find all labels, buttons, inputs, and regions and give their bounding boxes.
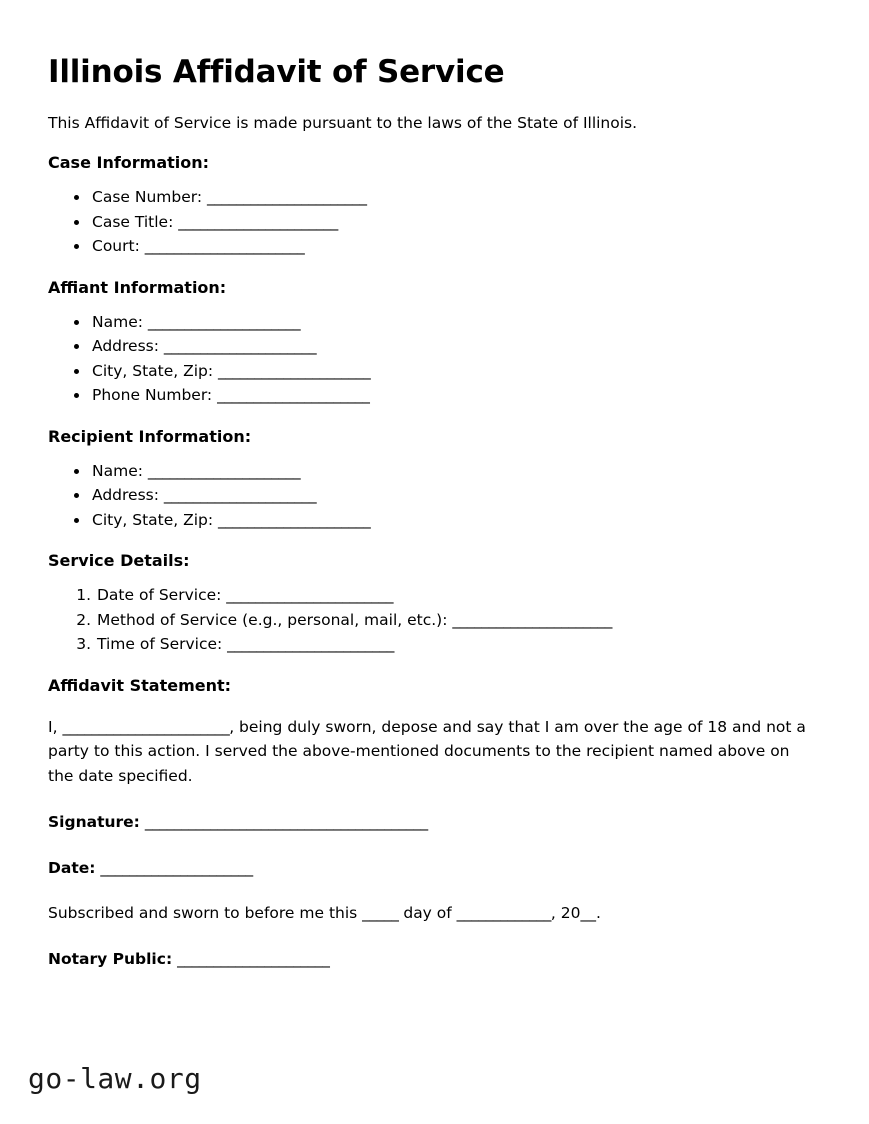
list-item (96, 583, 814, 608)
page-title: Illinois Affidavit of Service (48, 54, 505, 90)
field-label: Phone Number: (92, 386, 213, 404)
notary-public-blank[interactable]: _____________________ (177, 950, 330, 968)
field-blank[interactable]: _____________________ (147, 312, 301, 331)
case-information-list (48, 185, 814, 259)
field-label: City, State, Zip: (92, 361, 214, 380)
field-label: City, State, Zip: (92, 510, 214, 529)
field-blank[interactable]: _____________________ (163, 486, 317, 504)
signature-label: Signature: (48, 813, 140, 831)
sworn-day-blank[interactable]: _____ (362, 904, 399, 922)
field-label: Address: (92, 337, 159, 355)
list-item (90, 185, 814, 210)
field-blank[interactable]: ______________________ (178, 212, 338, 231)
field-label: Case Title: (92, 212, 174, 231)
date-blank[interactable]: _____________________ (100, 859, 253, 877)
sworn-prefix: Subscribed and sworn to before me this (48, 904, 363, 922)
field-blank[interactable]: _____________________ (218, 361, 371, 380)
list-item (96, 608, 814, 633)
notary-public-label: Notary Public: (48, 950, 173, 968)
list-item (90, 210, 814, 235)
sworn-statement-line (48, 901, 814, 925)
field-blank[interactable]: _______________________ (227, 635, 394, 653)
list-item (90, 310, 814, 335)
affiant-information-list (48, 310, 814, 408)
date-line (48, 856, 814, 880)
section-heading-recipient-information: Recipient Information: (48, 426, 252, 446)
field-blank[interactable]: ______________________ (207, 188, 367, 206)
field-blank[interactable]: ______________________ (144, 237, 305, 255)
field-label: Time of Service: (97, 635, 223, 653)
section-heading-service-details: Service Details: (48, 551, 190, 570)
field-blank[interactable]: _____________________ (217, 386, 370, 404)
affiant-name-blank[interactable]: _______________________ (62, 717, 230, 736)
field-label: Case Number: (92, 188, 203, 206)
field-blank[interactable]: _____________________ (147, 461, 301, 480)
footer-watermark: go-law.org (28, 1062, 202, 1095)
section-heading-affiant-information: Affiant Information: (48, 277, 227, 297)
field-label: Date of Service: (97, 586, 222, 604)
signature-line (48, 810, 814, 834)
recipient-information-list (48, 459, 814, 533)
signature-blank[interactable]: _______________________________________ (144, 813, 428, 831)
list-item (90, 234, 814, 259)
list-item (90, 483, 814, 508)
sworn-month-blank[interactable]: _____________ (456, 904, 551, 922)
statement-body: , being duly sworn, depose and say that I am over the age of 18 and not a party to this action. I served the above-mentioned documents to the recipient named above on the date specified. (48, 717, 806, 785)
date-label: Date: (48, 859, 96, 877)
service-details-list (48, 583, 814, 657)
sworn-middle: day of (398, 904, 457, 922)
document-content (48, 52, 814, 971)
notary-public-line (48, 947, 814, 971)
list-item (96, 632, 814, 657)
list-item (90, 334, 814, 359)
field-blank[interactable]: _____________________ (163, 337, 317, 355)
statement-prefix: I, (48, 717, 63, 736)
field-blank[interactable]: ______________________ (452, 610, 612, 629)
field-label: Name: (92, 312, 143, 331)
affidavit-statement-paragraph (48, 715, 814, 789)
list-item (90, 383, 814, 408)
field-label: Method of Service (e.g., personal, mail, etc.): (97, 610, 448, 629)
section-heading-case-information: Case Information: (48, 153, 210, 172)
list-item (90, 508, 814, 533)
field-label: Address: (92, 486, 159, 504)
field-blank[interactable]: _______________________ (226, 586, 394, 604)
intro-paragraph: This Affidavit of Service is made pursuant to the laws of the State of Illinois. (48, 114, 638, 132)
list-item (90, 459, 814, 484)
section-heading-affidavit-statement: Affidavit Statement: (48, 675, 232, 695)
field-label: Name: (92, 461, 143, 480)
field-label: Court: (92, 237, 140, 255)
sworn-suffix: , 20__. (550, 904, 601, 922)
field-blank[interactable]: _____________________ (218, 510, 371, 529)
list-item (90, 359, 814, 384)
